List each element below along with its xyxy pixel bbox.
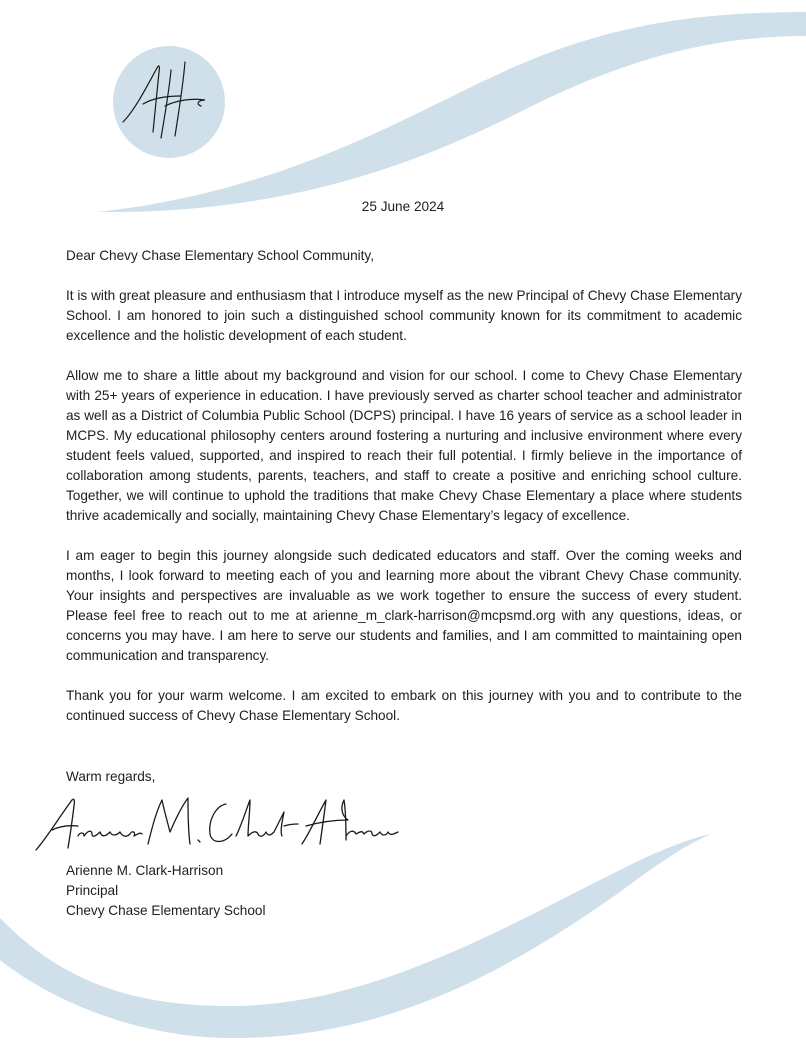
paragraph-introduction: It is with great pleasure and enthusiasm that I introduce myself as the new Principal of Chevy Chase Elementary School. I am honored to join such a distinguished school community known for its commitment to academic excellence and the holistic development of each student.: [66, 288, 742, 343]
closing: Warm regards,: [66, 769, 156, 784]
monogram-circle: [113, 46, 225, 158]
monogram-logo: [105, 40, 233, 160]
paragraph-journey: I am eager to begin this journey alongside such dedicated educators and staff. Over the coming weeks and months, I look forward to meeting each of you and learning more about the vibrant Chevy Chase community. Your insights and perspectives are invaluable as we work together to ensure the success of every student. Please feel free to reach out to me at arienne_m_clark-harrison@mcpsmd.org with any questions, ideas, or concerns you may have. I am here to serve our students and families, and I am committed to maintaining open communication and transparency.: [66, 548, 742, 663]
signer-school: Chevy Chase Elementary School: [66, 903, 266, 918]
salutation: Dear Chevy Chase Elementary School Community,: [66, 248, 374, 263]
letter-date: 25 June 2024: [361, 199, 445, 214]
signer-title: Principal: [66, 883, 119, 898]
paragraph-thanks: Thank you for your warm welcome. I am excited to embark on this journey with you and to contribute to the continued success of Chevy Chase Elementary School.: [66, 688, 742, 723]
letter-body: [66, 246, 742, 746]
paragraph-background: Allow me to share a little about my background and vision for our school. I come to Chevy Chase Elementary with 25+ years of experience in education. I have previously served as charter school teacher and administrator as well as a District of Columbia Public School (DCPS) principal. I have 16 years of service as a school leader in MCPS. My educational philosophy centers around fostering a nurturing and inclusive environment where every student feels valued, supported, and inspired to reach their full potential. I firmly believe in the importance of collaboration among students, parents, teachers, and staff to create a positive and enriching school culture. Together, we will continue to uphold the traditions that make Chevy Chase Elementary a place where students thrive academically and socially, maintaining Chevy Chase Elementary’s legacy of excellence.: [66, 368, 742, 523]
handwritten-signature: [30, 792, 400, 862]
signer-block: [66, 861, 265, 921]
signer-name: Arienne M. Clark-Harrison: [66, 863, 224, 878]
